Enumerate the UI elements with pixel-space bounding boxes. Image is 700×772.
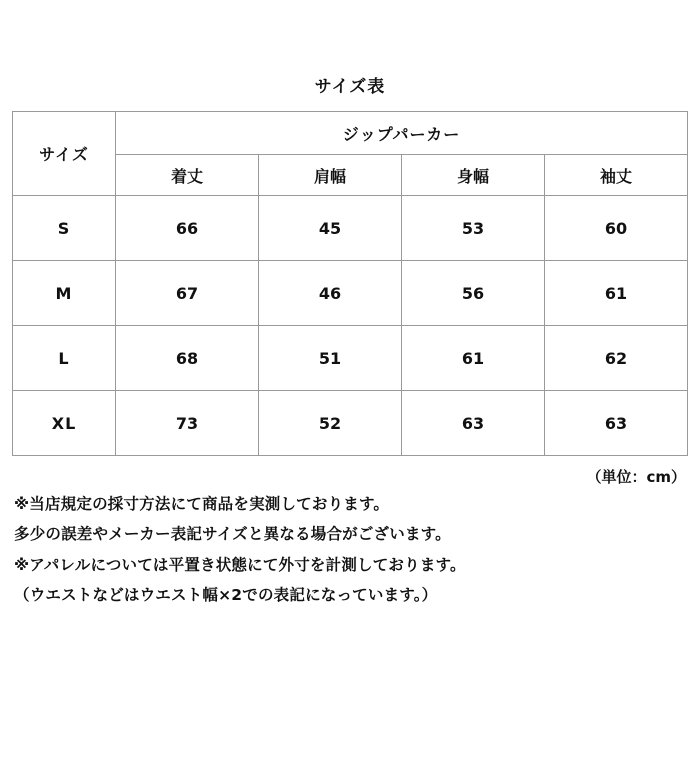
cell-size-s: S bbox=[13, 196, 116, 261]
page-title: サイズ表 bbox=[314, 77, 386, 97]
header-column-length: 着丈 bbox=[116, 155, 259, 196]
header-column-shoulder: 肩幅 bbox=[259, 155, 402, 196]
cell-s-sleeve: 60 bbox=[545, 196, 688, 261]
size-table bbox=[12, 111, 688, 456]
header-size-label: サイズ bbox=[13, 112, 116, 196]
cell-l-chest: 61 bbox=[402, 326, 545, 391]
header-product-group: ジップパーカー bbox=[116, 112, 688, 155]
table-body bbox=[13, 196, 688, 456]
cell-l-sleeve: 62 bbox=[545, 326, 688, 391]
cell-xl-sleeve: 63 bbox=[545, 391, 688, 456]
note-line-1: ※当店規定の採寸方法にて商品を実測しております。 bbox=[14, 495, 390, 513]
cell-size-xl: XL bbox=[13, 391, 116, 456]
size-table-container bbox=[0, 111, 700, 456]
cell-xl-shoulder: 52 bbox=[259, 391, 402, 456]
note-line-3: ※アパレルについては平置き状態にて外寸を計測しております。 bbox=[14, 555, 466, 574]
cell-size-m: M bbox=[13, 261, 116, 326]
cell-xl-chest: 63 bbox=[402, 391, 545, 456]
cell-l-shoulder: 51 bbox=[259, 326, 402, 391]
cell-m-sleeve: 61 bbox=[545, 261, 688, 326]
unit-note: （単位：cm） bbox=[586, 468, 686, 486]
size-chart-page bbox=[0, 72, 700, 772]
note-line-2: 多少の誤差やメーカー表記サイズと異なる場合がございます。 bbox=[14, 525, 451, 544]
cell-m-chest: 56 bbox=[402, 261, 545, 326]
table-row bbox=[13, 261, 688, 326]
cell-size-l: L bbox=[13, 326, 116, 391]
table-header-row-group bbox=[13, 112, 688, 155]
cell-m-length: 67 bbox=[116, 261, 259, 326]
cell-xl-length: 73 bbox=[116, 391, 259, 456]
cell-s-chest: 53 bbox=[402, 196, 545, 261]
table-row bbox=[13, 391, 688, 456]
table-header bbox=[13, 112, 688, 196]
cell-s-shoulder: 45 bbox=[259, 196, 402, 261]
table-row bbox=[13, 196, 688, 261]
cell-s-length: 66 bbox=[116, 196, 259, 261]
cell-m-shoulder: 46 bbox=[259, 261, 402, 326]
table-row bbox=[13, 326, 688, 391]
note-line-4: （ウエストなどはウエスト幅×2での表記になっています。） bbox=[14, 585, 438, 604]
notes-section bbox=[0, 487, 700, 607]
header-column-chest: 身幅 bbox=[402, 155, 545, 196]
header-column-sleeve: 袖丈 bbox=[545, 155, 688, 196]
cell-l-length: 68 bbox=[116, 326, 259, 391]
